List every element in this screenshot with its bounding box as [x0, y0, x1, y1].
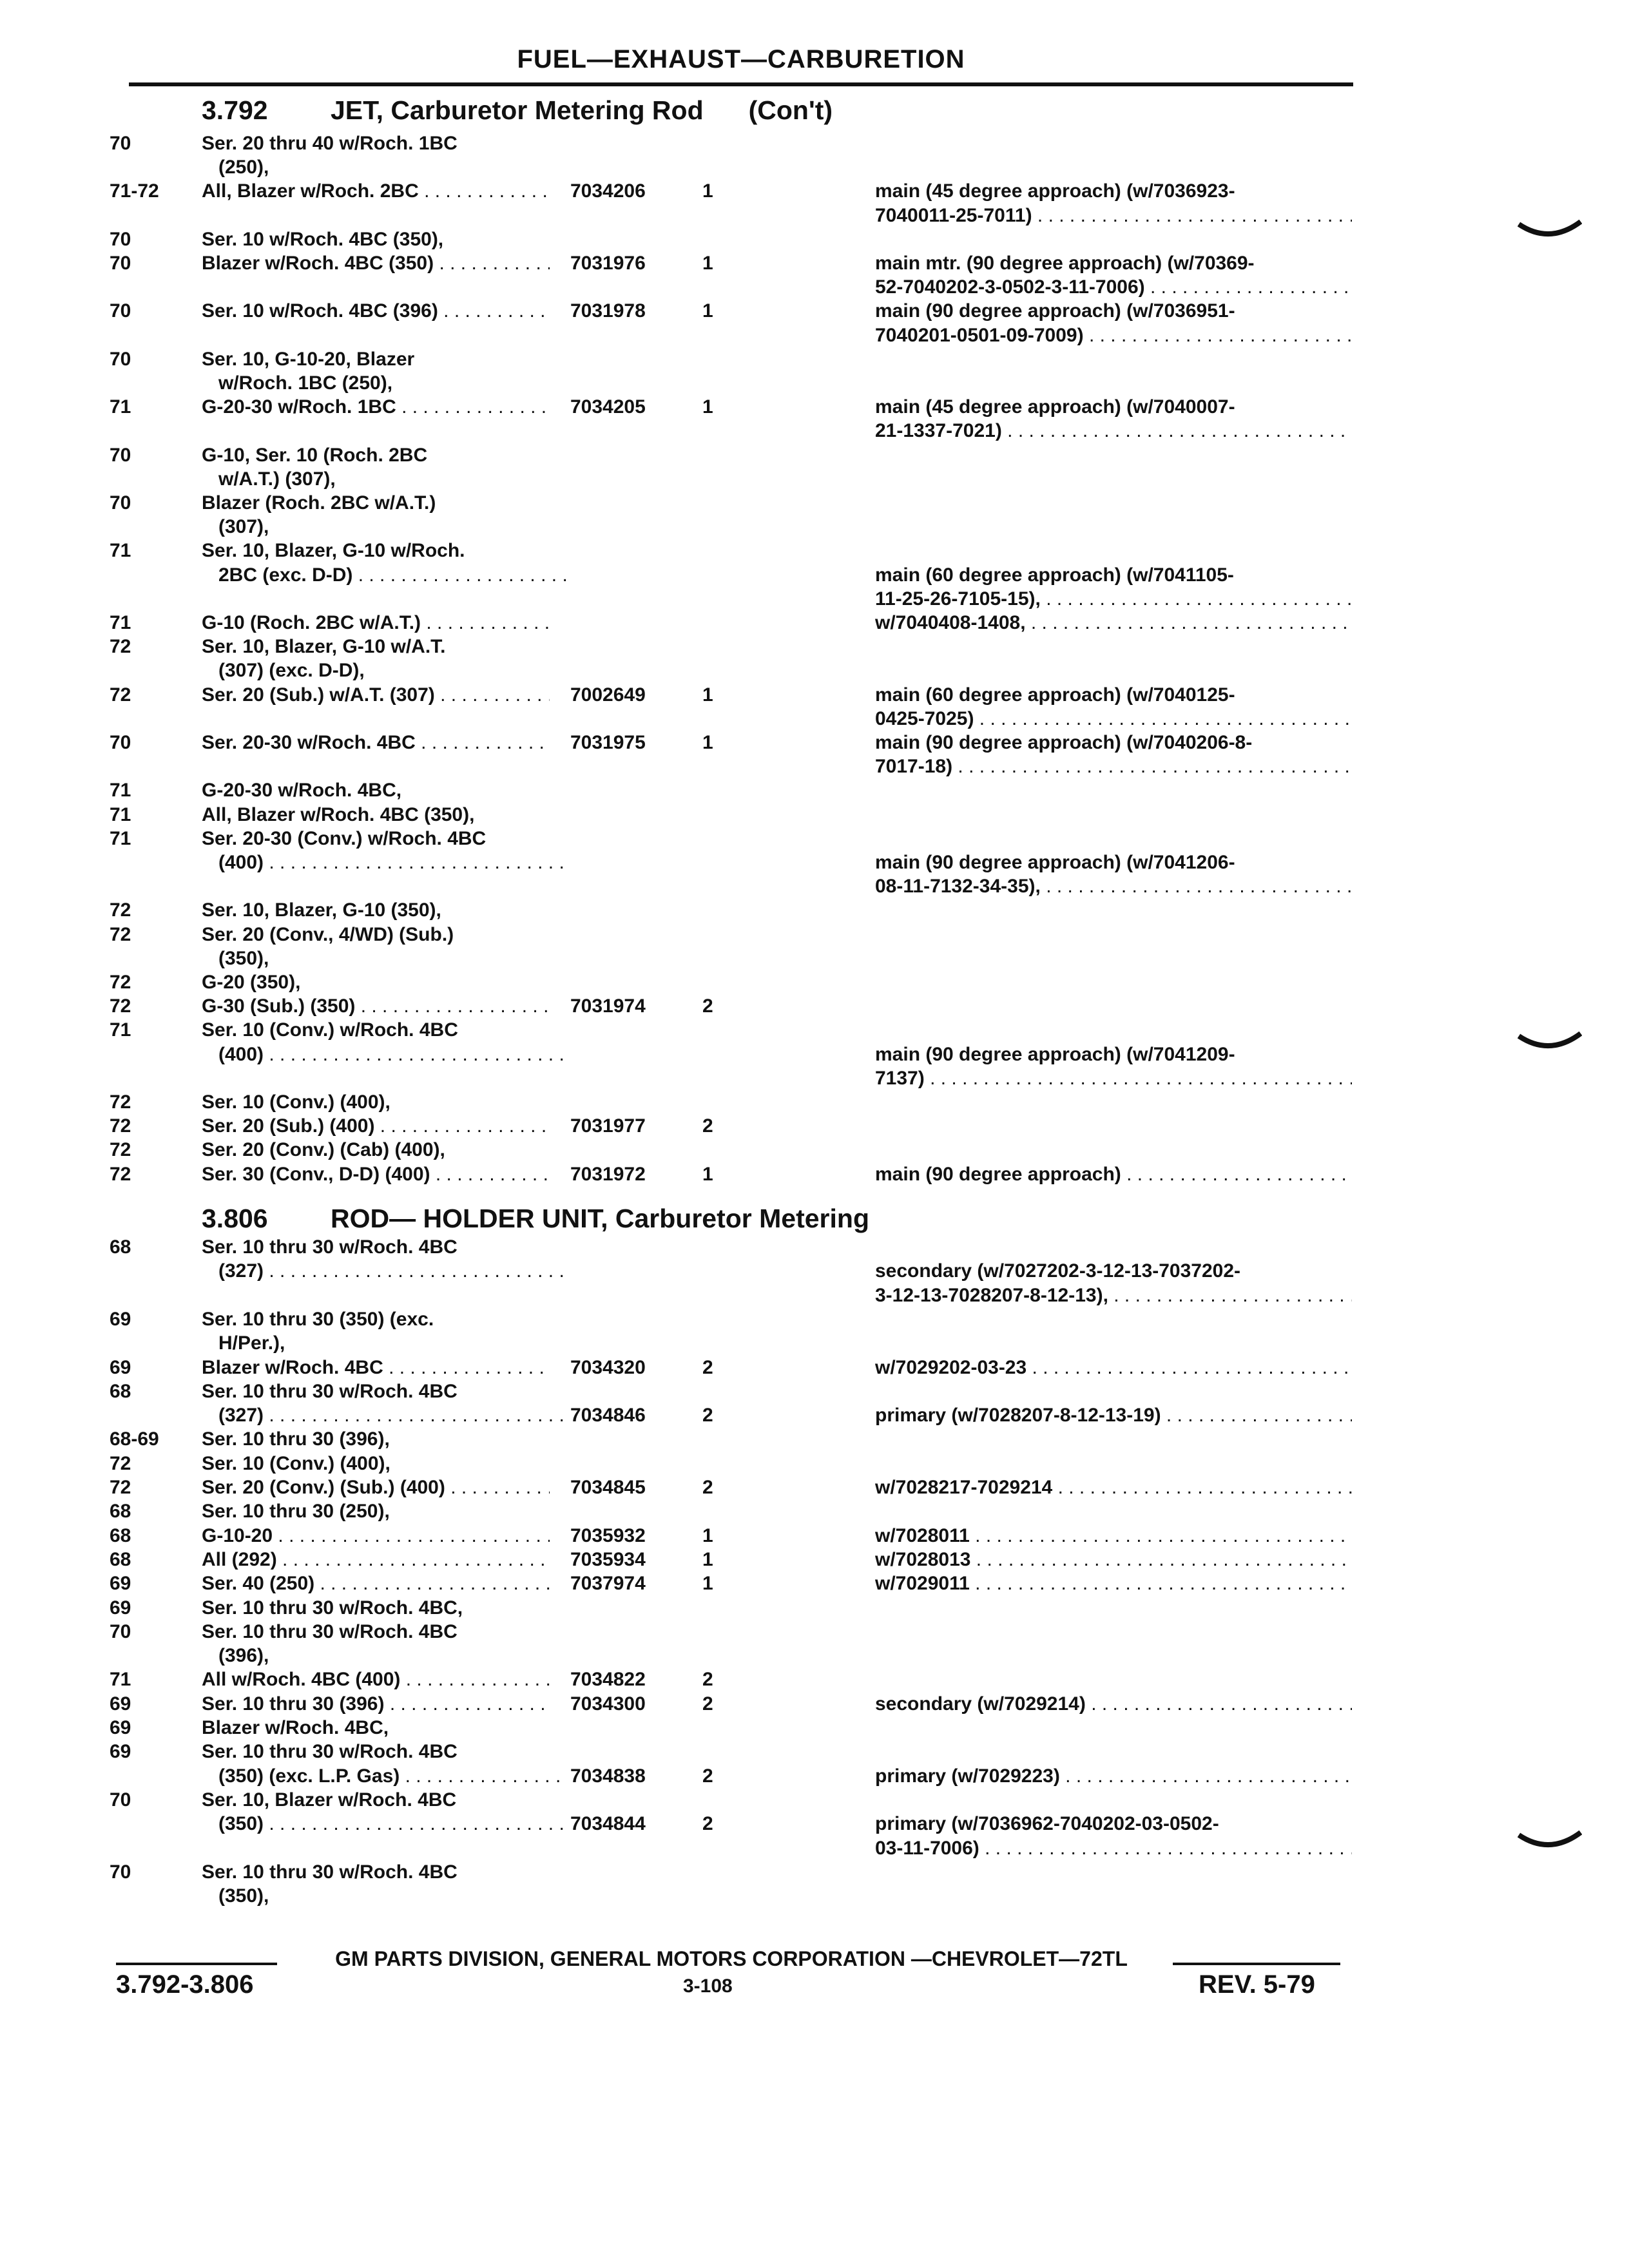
- quantity: 1: [702, 300, 713, 322]
- application-description: G-20-30 w/Roch. 4BC,: [202, 780, 402, 802]
- parts-row: [0, 755, 1629, 781]
- usage-note: 08-11-7132-34-35), . . .: [875, 875, 1352, 898]
- part-number: 7034838: [570, 1765, 646, 1787]
- page-title: FUEL—EXHAUST—CARBURETION: [517, 45, 965, 73]
- model-year: 72: [110, 972, 131, 993]
- application-description: Ser. 10 thru 30 (350) (exc.: [202, 1308, 434, 1330]
- usage-note: main (45 degree approach) (w/7036923-: [875, 180, 1235, 202]
- model-year: 69: [110, 1717, 131, 1738]
- parts-row: [0, 1067, 1629, 1093]
- usage-note: main (90 degree approach) . . .: [875, 1163, 1352, 1186]
- section-heading: ROD— HOLDER UNIT, Carburetor Metering: [331, 1204, 869, 1233]
- parts-row: [0, 851, 1629, 877]
- section-number: 3.806: [202, 1204, 268, 1233]
- parts-row: [0, 995, 1629, 1021]
- part-number: 7031975: [570, 732, 646, 753]
- model-year: 72: [110, 1477, 131, 1498]
- part-number: 7034206: [570, 180, 646, 202]
- model-year: 70: [110, 1789, 131, 1811]
- usage-note: main (90 degree approach) (w/7040206-8-: [875, 732, 1253, 753]
- model-year: 71: [110, 1019, 131, 1041]
- usage-note: w/7029011 . . .: [875, 1572, 1352, 1595]
- usage-note: main (90 degree approach) (w/7041206-: [875, 852, 1235, 873]
- parts-row: [0, 635, 1629, 661]
- part-number: 7035934: [570, 1548, 646, 1570]
- model-year: 68: [110, 1501, 131, 1523]
- parts-row: [0, 1837, 1629, 1863]
- part-number: 7034300: [570, 1693, 646, 1715]
- application-description: (250),: [218, 157, 269, 178]
- parts-row: [0, 204, 1629, 230]
- footer-revision: REV. 5-79: [1199, 1970, 1315, 1999]
- part-number: 7034846: [570, 1405, 646, 1427]
- model-year: 70: [110, 492, 131, 514]
- model-year: 72: [110, 1091, 131, 1113]
- part-number: 7037974: [570, 1573, 646, 1595]
- model-year: 70: [110, 1861, 131, 1883]
- model-year: 71: [110, 780, 131, 802]
- parts-row: [0, 324, 1629, 350]
- parts-row: [0, 1524, 1629, 1550]
- usage-note: main (90 degree approach) (w/7036951-: [875, 300, 1235, 322]
- model-year: 72: [110, 1163, 131, 1185]
- part-number: 7034822: [570, 1669, 646, 1691]
- parts-row: [0, 1115, 1629, 1140]
- part-number: 7002649: [570, 684, 646, 706]
- footer-divider-left: [116, 1963, 277, 1965]
- model-year: 69: [110, 1741, 131, 1763]
- parts-row: [0, 348, 1629, 374]
- parts-row: [0, 1861, 1629, 1887]
- usage-note: primary (w/7028207-8-12-13-19) . . .: [875, 1404, 1352, 1427]
- parts-row: [0, 276, 1629, 302]
- model-year: 70: [110, 348, 131, 370]
- application-description: Ser. 10 (Conv.) (400),: [202, 1452, 390, 1474]
- model-year: 69: [110, 1597, 131, 1619]
- parts-row: [0, 611, 1629, 637]
- quantity: 2: [702, 1477, 713, 1498]
- usage-note: main (45 degree approach) (w/7040007-: [875, 396, 1235, 418]
- parts-row: [0, 156, 1629, 182]
- usage-note: main (60 degree approach) (w/7041105-: [875, 564, 1234, 586]
- application-description: Blazer (Roch. 2BC w/A.T.): [202, 492, 436, 514]
- quantity: 2: [702, 1693, 713, 1715]
- section-title-3806: [202, 1204, 869, 1234]
- parts-row: [0, 444, 1629, 470]
- part-number: 7034845: [570, 1477, 646, 1498]
- model-year: 71-72: [110, 180, 159, 202]
- model-year: 70: [110, 444, 131, 466]
- quantity: 2: [702, 1669, 713, 1691]
- section-number: 3.792: [202, 95, 268, 125]
- application-description: Ser. 20-30 w/Roch. 4BC . . .: [202, 731, 550, 754]
- application-description: Ser. 10 thru 30 (250),: [202, 1501, 390, 1523]
- application-description: All (292) . . .: [202, 1548, 550, 1571]
- part-number: 7031974: [570, 995, 646, 1017]
- part-number: 7031976: [570, 253, 646, 274]
- usage-note: 11-25-26-7105-15), . . .: [875, 588, 1352, 611]
- model-year: 72: [110, 923, 131, 945]
- model-year: 70: [110, 1620, 131, 1642]
- parts-row: [0, 1236, 1629, 1262]
- usage-note: secondary (w/7027202-3-12-13-7037202-: [875, 1260, 1241, 1282]
- application-description: Ser. 20 (Sub.) (400) . . .: [202, 1115, 550, 1138]
- application-description: H/Per.),: [218, 1332, 285, 1354]
- parts-row: [0, 1163, 1629, 1189]
- parts-row: [0, 1308, 1629, 1334]
- part-number: 7034844: [570, 1813, 646, 1835]
- model-year: 69: [110, 1308, 131, 1330]
- application-description: G-20 (350),: [202, 972, 301, 993]
- application-description: Ser. 10 (Conv.) w/Roch. 4BC: [202, 1019, 458, 1041]
- application-description: Ser. 20 (Conv., 4/WD) (Sub.): [202, 923, 454, 945]
- parts-row: [0, 1428, 1629, 1454]
- model-year: 68: [110, 1548, 131, 1570]
- quantity: 1: [702, 684, 713, 706]
- parts-row: [0, 228, 1629, 254]
- application-description: Ser. 10, G-10-20, Blazer: [202, 348, 415, 370]
- application-description: Ser. 20 (Conv.) (Cab) (400),: [202, 1139, 445, 1161]
- parts-row: [0, 1716, 1629, 1742]
- parts-row: [0, 1812, 1629, 1838]
- parts-row: [0, 1644, 1629, 1670]
- parts-row: [0, 515, 1629, 541]
- model-year: 70: [110, 228, 131, 250]
- parts-row: [0, 803, 1629, 829]
- parts-row: [0, 1284, 1629, 1310]
- parts-row: [0, 1885, 1629, 1910]
- parts-row: [0, 1548, 1629, 1574]
- section-heading: JET, Carburetor Metering Rod: [331, 95, 704, 125]
- parts-row: [0, 468, 1629, 494]
- application-description: (307) (exc. D-D),: [218, 660, 365, 682]
- usage-note: w/7028217-7029214 . . .: [875, 1476, 1352, 1499]
- quantity: 2: [702, 1115, 713, 1137]
- usage-note: main mtr. (90 degree approach) (w/70369-: [875, 253, 1255, 274]
- usage-note: main (90 degree approach) (w/7041209-: [875, 1043, 1235, 1065]
- application-description: Ser. 10 thru 30 w/Roch. 4BC: [202, 1236, 458, 1258]
- usage-note: 7040011-25-7011) . . .: [875, 204, 1352, 227]
- part-number: 7031972: [570, 1163, 646, 1185]
- application-description: All, Blazer w/Roch. 4BC (350),: [202, 803, 475, 825]
- parts-row: [0, 132, 1629, 158]
- quantity: 1: [702, 1573, 713, 1595]
- application-description: Ser. 40 (250) . . .: [202, 1572, 550, 1595]
- parts-row: [0, 1620, 1629, 1646]
- application-description: (396),: [218, 1645, 269, 1667]
- application-description: Ser. 10 thru 30 w/Roch. 4BC: [202, 1741, 458, 1763]
- application-description: w/Roch. 1BC (250),: [218, 372, 393, 394]
- usage-note: w/7028011 . . .: [875, 1524, 1352, 1548]
- quantity: 1: [702, 732, 713, 753]
- application-description: Ser. 10 (Conv.) (400),: [202, 1091, 390, 1113]
- parts-row: [0, 180, 1629, 206]
- part-number: 7035932: [570, 1524, 646, 1546]
- usage-note: secondary (w/7029214) . . .: [875, 1693, 1352, 1716]
- model-year: 71: [110, 1669, 131, 1691]
- model-year: 72: [110, 995, 131, 1017]
- part-number: 7034205: [570, 396, 646, 418]
- usage-note: 7040201-0501-09-7009) . . .: [875, 324, 1352, 347]
- header-divider: [129, 82, 1353, 86]
- application-description: Ser. 10 thru 30 w/Roch. 4BC: [202, 1620, 458, 1642]
- parts-row: [0, 1740, 1629, 1766]
- application-description: Ser. 10, Blazer, G-10 (350),: [202, 899, 441, 921]
- binding-hole-mark: [1518, 1830, 1582, 1856]
- model-year: 72: [110, 1452, 131, 1474]
- usage-note: 7137) . . .: [875, 1067, 1352, 1090]
- model-year: 70: [110, 300, 131, 322]
- application-description: G-10, Ser. 10 (Roch. 2BC: [202, 444, 428, 466]
- footer-publisher: GM PARTS DIVISION, GENERAL MOTORS CORPORATION —CHEVROLET—72TL: [335, 1947, 1128, 1970]
- application-description: (350),: [218, 1885, 269, 1907]
- application-description: G-10 (Roch. 2BC w/A.T.) . . .: [202, 611, 550, 635]
- parts-row: [0, 1019, 1629, 1044]
- application-description: (400) . . .: [202, 1043, 566, 1066]
- model-year: 70: [110, 732, 131, 753]
- parts-row: [0, 1404, 1629, 1430]
- parts-row: [0, 1043, 1629, 1069]
- model-year: 71: [110, 396, 131, 418]
- parts-row: [0, 1260, 1629, 1285]
- application-description: G-30 (Sub.) (350) . . .: [202, 995, 550, 1018]
- footer-divider-right: [1173, 1963, 1340, 1965]
- usage-note: 3-12-13-7028207-8-12-13), . . .: [875, 1284, 1352, 1307]
- model-year: 68-69: [110, 1428, 159, 1450]
- application-description: Ser. 20 (Sub.) w/A.T. (307) . . .: [202, 684, 550, 707]
- parts-row: [0, 1693, 1629, 1718]
- model-year: 69: [110, 1356, 131, 1378]
- parts-row: [0, 564, 1629, 590]
- application-description: G-20-30 w/Roch. 1BC . . .: [202, 396, 550, 419]
- parts-row: [0, 419, 1629, 445]
- usage-note: primary (w/7036962-7040202-03-0502-: [875, 1813, 1219, 1835]
- binding-hole-mark: [1518, 219, 1582, 245]
- application-description: Ser. 10 thru 30 w/Roch. 4BC: [202, 1380, 458, 1402]
- model-year: 71: [110, 803, 131, 825]
- application-description: Ser. 20 thru 40 w/Roch. 1BC: [202, 133, 458, 154]
- application-description: (350) (exc. L.P. Gas) . . .: [202, 1765, 566, 1788]
- application-description: Ser. 10 w/Roch. 4BC (396) . . .: [202, 300, 550, 323]
- parts-row: [0, 396, 1629, 421]
- usage-note: w/7028013 . . .: [875, 1548, 1352, 1571]
- usage-note: primary (w/7029223) . . .: [875, 1765, 1352, 1788]
- quantity: 1: [702, 1163, 713, 1185]
- parts-row: [0, 899, 1629, 925]
- application-description: Ser. 10 thru 30 w/Roch. 4BC: [202, 1861, 458, 1883]
- parts-row: [0, 1091, 1629, 1117]
- usage-note: 0425-7025) . . .: [875, 707, 1352, 731]
- application-description: (400) . . .: [202, 851, 566, 874]
- parts-row: [0, 827, 1629, 853]
- section-title-3792: [202, 95, 833, 126]
- parts-row: [0, 252, 1629, 278]
- parts-row: [0, 947, 1629, 973]
- parts-row: [0, 300, 1629, 325]
- quantity: 1: [702, 1524, 713, 1546]
- quantity: 1: [702, 253, 713, 274]
- usage-note: 21-1337-7021) . . .: [875, 419, 1352, 443]
- usage-note: w/7029202-03-23 . . .: [875, 1356, 1352, 1379]
- quantity: 2: [702, 1356, 713, 1378]
- parts-row: [0, 1380, 1629, 1406]
- parts-row: [0, 659, 1629, 685]
- parts-row: [0, 1476, 1629, 1502]
- application-description: (307),: [218, 516, 269, 538]
- parts-row: [0, 731, 1629, 757]
- parts-row: [0, 1139, 1629, 1164]
- application-description: 2BC (exc. D-D) . . .: [202, 564, 566, 587]
- parts-row: [0, 1765, 1629, 1791]
- application-description: (350) . . .: [202, 1812, 566, 1836]
- model-year: 72: [110, 1139, 131, 1161]
- parts-row: [0, 875, 1629, 901]
- parts-row: [0, 779, 1629, 805]
- model-year: 68: [110, 1236, 131, 1258]
- parts-row: [0, 1452, 1629, 1478]
- model-year: 68: [110, 1524, 131, 1546]
- application-description: Ser. 20-30 (Conv.) w/Roch. 4BC: [202, 827, 487, 849]
- application-description: All, Blazer w/Roch. 2BC . . .: [202, 180, 550, 203]
- footer-section-range: 3.792-3.806: [116, 1970, 254, 1999]
- parts-row: [0, 707, 1629, 733]
- model-year: 70: [110, 133, 131, 154]
- application-description: Blazer w/Roch. 4BC (350) . . .: [202, 252, 550, 275]
- parts-row: [0, 588, 1629, 613]
- application-description: Ser. 10 thru 30 w/Roch. 4BC,: [202, 1597, 463, 1619]
- footer-page-number: 3-108: [683, 1975, 733, 1997]
- parts-row: [0, 1789, 1629, 1814]
- model-year: 72: [110, 1115, 131, 1137]
- application-description: Ser. 20 (Conv.) (Sub.) (400) . . .: [202, 1476, 550, 1499]
- model-year: 70: [110, 253, 131, 274]
- binding-hole-mark: [1518, 1031, 1582, 1057]
- model-year: 71: [110, 540, 131, 562]
- parts-row: [0, 1500, 1629, 1526]
- parts-row: [0, 1356, 1629, 1382]
- application-description: Ser. 30 (Conv., D-D) (400) . . .: [202, 1163, 550, 1186]
- usage-note: main (60 degree approach) (w/7040125-: [875, 684, 1235, 706]
- usage-note: 52-7040202-3-0502-3-11-7006) . . .: [875, 276, 1352, 299]
- part-number: 7031978: [570, 300, 646, 322]
- parts-row: [0, 1668, 1629, 1694]
- application-description: w/A.T.) (307),: [218, 468, 336, 490]
- model-year: 68: [110, 1380, 131, 1402]
- parts-row: [0, 971, 1629, 997]
- application-description: Ser. 10, Blazer w/Roch. 4BC: [202, 1789, 457, 1811]
- parts-row: [0, 1332, 1629, 1358]
- model-year: 72: [110, 636, 131, 658]
- section-continued: (Con't): [748, 95, 833, 125]
- application-description: Ser. 10 thru 30 (396),: [202, 1428, 390, 1450]
- quantity: 1: [702, 1548, 713, 1570]
- usage-note: 7017-18) . . .: [875, 755, 1352, 778]
- application-description: Blazer w/Roch. 4BC,: [202, 1717, 389, 1738]
- model-year: 69: [110, 1693, 131, 1715]
- model-year: 69: [110, 1573, 131, 1595]
- part-number: 7031977: [570, 1115, 646, 1137]
- application-description: Ser. 10 w/Roch. 4BC (350),: [202, 228, 444, 250]
- application-description: (327) . . .: [202, 1260, 566, 1283]
- quantity: 2: [702, 1405, 713, 1427]
- usage-note: w/7040408-1408, . . .: [875, 611, 1352, 635]
- usage-note: 03-11-7006) . . .: [875, 1837, 1352, 1860]
- application-description: Ser. 10, Blazer, G-10 w/Roch.: [202, 540, 465, 562]
- model-year: 72: [110, 899, 131, 921]
- parts-row: [0, 923, 1629, 949]
- application-description: Blazer w/Roch. 4BC . . .: [202, 1356, 550, 1379]
- quantity: 1: [702, 180, 713, 202]
- application-description: Ser. 10, Blazer, G-10 w/A.T.: [202, 636, 446, 658]
- model-year: 71: [110, 827, 131, 849]
- model-year: 71: [110, 612, 131, 633]
- parts-row: [0, 684, 1629, 709]
- quantity: 2: [702, 995, 713, 1017]
- parts-row: [0, 492, 1629, 517]
- quantity: 1: [702, 396, 713, 418]
- model-year: 72: [110, 684, 131, 706]
- application-description: Ser. 10 thru 30 (396) . . .: [202, 1693, 550, 1716]
- parts-row: [0, 1572, 1629, 1598]
- quantity: 2: [702, 1813, 713, 1835]
- application-description: All w/Roch. 4BC (400) . . .: [202, 1668, 550, 1691]
- quantity: 2: [702, 1765, 713, 1787]
- parts-row: [0, 372, 1629, 398]
- parts-row: [0, 539, 1629, 565]
- application-description: (327) . . .: [202, 1404, 566, 1427]
- application-description: G-10-20 . . .: [202, 1524, 550, 1548]
- parts-row: [0, 1597, 1629, 1622]
- part-number: 7034320: [570, 1356, 646, 1378]
- application-description: (350),: [218, 947, 269, 969]
